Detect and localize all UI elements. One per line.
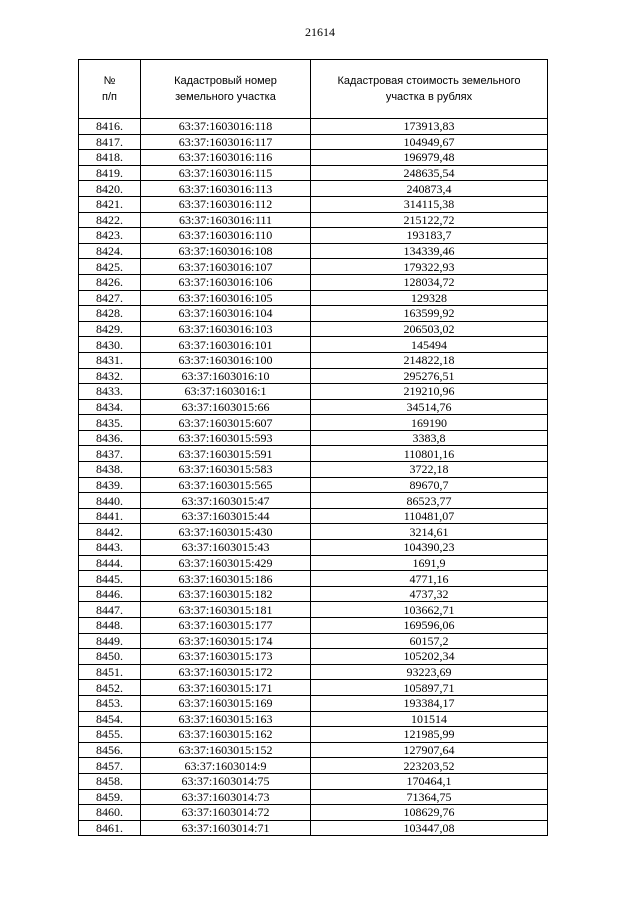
row-number-cell: 8455. (79, 727, 141, 743)
cadastral-number-cell: 63:37:1603016:118 (141, 119, 311, 135)
cadastral-number-cell: 63:37:1603016:107 (141, 259, 311, 275)
row-number-cell: 8422. (79, 212, 141, 228)
table-row (79, 586, 548, 602)
cadastral-value-cell: 101514 (311, 711, 548, 727)
row-number-cell: 8423. (79, 228, 141, 244)
table-row (79, 259, 548, 275)
table-row (79, 430, 548, 446)
cadastral-value-cell: 170464,1 (311, 773, 548, 789)
cadastral-value-cell: 104949,67 (311, 134, 548, 150)
row-number-cell: 8434. (79, 399, 141, 415)
row-number-cell: 8449. (79, 633, 141, 649)
cadastral-number-cell: 63:37:1603016:10 (141, 368, 311, 384)
table-row (79, 321, 548, 337)
row-number-cell: 8447. (79, 602, 141, 618)
table-row (79, 711, 548, 727)
table-row (79, 384, 548, 400)
cadastral-value-cell: 193183,7 (311, 228, 548, 244)
row-number-cell: 8446. (79, 586, 141, 602)
table-row (79, 134, 548, 150)
row-number-cell: 8435. (79, 415, 141, 431)
cadastral-number-cell: 63:37:1603014:72 (141, 805, 311, 821)
cadastral-value-cell: 105897,71 (311, 680, 548, 696)
table-row (79, 337, 548, 353)
table-row (79, 789, 548, 805)
cadastral-value-cell: 129328 (311, 290, 548, 306)
cadastral-value-cell: 108629,76 (311, 805, 548, 821)
cadastral-number-cell: 63:37:1603015:186 (141, 571, 311, 587)
cadastral-number-cell: 63:37:1603015:182 (141, 586, 311, 602)
cadastral-value-cell: 193384,17 (311, 695, 548, 711)
cadastral-value-cell: 173913,83 (311, 119, 548, 135)
cadastral-value-cell: 169596,06 (311, 618, 548, 634)
cadastral-value-cell: 103662,71 (311, 602, 548, 618)
cadastral-number-cell: 63:37:1603016:110 (141, 228, 311, 244)
cadastral-number-cell: 63:37:1603015:171 (141, 680, 311, 696)
table-row (79, 368, 548, 384)
cadastral-value-cell: 163599,92 (311, 306, 548, 322)
table-row (79, 773, 548, 789)
cadastral-number-cell: 63:37:1603016:106 (141, 274, 311, 290)
cadastral-number-cell: 63:37:1603016:116 (141, 150, 311, 166)
table-row (79, 524, 548, 540)
cadastral-number-cell: 63:37:1603015:174 (141, 633, 311, 649)
row-number-cell: 8436. (79, 430, 141, 446)
cadastral-value-cell: 214822,18 (311, 352, 548, 368)
cadastral-value-cell: 179322,93 (311, 259, 548, 275)
row-number-cell: 8429. (79, 321, 141, 337)
row-number-cell: 8427. (79, 290, 141, 306)
cadastral-number-cell: 63:37:1603016:103 (141, 321, 311, 337)
row-number-cell: 8460. (79, 805, 141, 821)
table-row (79, 680, 548, 696)
cadastral-number-cell: 63:37:1603016:113 (141, 181, 311, 197)
row-number-cell: 8430. (79, 337, 141, 353)
page-number: 21614 (305, 25, 335, 39)
header-cadastral-value: Кадастровая стоимость земельного участка в рублях (311, 60, 548, 119)
header-cadastral-number: Кадастровый номер земельного участка (141, 60, 311, 119)
table-row (79, 415, 548, 431)
cadastral-number-cell: 63:37:1603015:162 (141, 727, 311, 743)
cadastral-number-cell: 63:37:1603014:9 (141, 758, 311, 774)
cadastral-value-cell: 3214,61 (311, 524, 548, 540)
cadastral-number-cell: 63:37:1603015:607 (141, 415, 311, 431)
cadastral-value-cell: 314115,38 (311, 196, 548, 212)
row-number-cell: 8442. (79, 524, 141, 540)
row-number-cell: 8428. (79, 306, 141, 322)
cadastral-number-cell: 63:37:1603015:163 (141, 711, 311, 727)
cadastral-number-cell: 63:37:1603015:43 (141, 540, 311, 556)
row-number-cell: 8432. (79, 368, 141, 384)
row-number-cell: 8440. (79, 493, 141, 509)
row-number-cell: 8443. (79, 540, 141, 556)
table-row (79, 228, 548, 244)
row-number-cell: 8425. (79, 259, 141, 275)
table-row (79, 805, 548, 821)
cadastral-number-cell: 63:37:1603016:112 (141, 196, 311, 212)
table-row (79, 664, 548, 680)
table-row (79, 196, 548, 212)
cadastral-number-cell: 63:37:1603015:172 (141, 664, 311, 680)
row-number-cell: 8419. (79, 165, 141, 181)
cadastral-number-cell: 63:37:1603016:115 (141, 165, 311, 181)
table-row (79, 274, 548, 290)
row-number-cell: 8461. (79, 820, 141, 836)
table-row (79, 508, 548, 524)
table-row (79, 150, 548, 166)
cadastral-value-cell: 206503,02 (311, 321, 548, 337)
cadastral-value-cell: 219210,96 (311, 384, 548, 400)
cadastral-value-cell: 110801,16 (311, 446, 548, 462)
table-row (79, 727, 548, 743)
cadastral-number-cell: 63:37:1603015:177 (141, 618, 311, 634)
cadastral-value-cell: 3722,18 (311, 462, 548, 478)
cadastral-value-table (78, 59, 548, 836)
cadastral-value-cell: 4737,32 (311, 586, 548, 602)
cadastral-value-cell: 103447,08 (311, 820, 548, 836)
row-number-cell: 8420. (79, 181, 141, 197)
cadastral-value-cell: 86523,77 (311, 493, 548, 509)
cadastral-number-cell: 63:37:1603015:169 (141, 695, 311, 711)
cadastral-value-cell: 34514,76 (311, 399, 548, 415)
cadastral-number-cell: 63:37:1603016:1 (141, 384, 311, 400)
cadastral-value-cell: 89670,7 (311, 477, 548, 493)
cadastral-number-cell: 63:37:1603015:173 (141, 649, 311, 665)
cadastral-number-cell: 63:37:1603016:108 (141, 243, 311, 259)
cadastral-value-cell: 105202,34 (311, 649, 548, 665)
cadastral-value-cell: 4771,16 (311, 571, 548, 587)
cadastral-number-cell: 63:37:1603016:105 (141, 290, 311, 306)
row-number-cell: 8448. (79, 618, 141, 634)
cadastral-value-cell: 240873,4 (311, 181, 548, 197)
row-number-cell: 8437. (79, 446, 141, 462)
row-number-cell: 8457. (79, 758, 141, 774)
cadastral-value-cell: 3383,8 (311, 430, 548, 446)
row-number-cell: 8417. (79, 134, 141, 150)
table-row (79, 446, 548, 462)
cadastral-value-cell: 196979,48 (311, 150, 548, 166)
row-number-cell: 8451. (79, 664, 141, 680)
table-row (79, 695, 548, 711)
cadastral-number-cell: 63:37:1603016:117 (141, 134, 311, 150)
table-header (79, 60, 548, 119)
cadastral-number-cell: 63:37:1603015:66 (141, 399, 311, 415)
table-row (79, 165, 548, 181)
cadastral-value-cell: 223203,52 (311, 758, 548, 774)
table-row (79, 758, 548, 774)
row-number-cell: 8439. (79, 477, 141, 493)
row-number-cell: 8445. (79, 571, 141, 587)
table-row (79, 212, 548, 228)
cadastral-number-cell: 63:37:1603015:44 (141, 508, 311, 524)
cadastral-value-cell: 248635,54 (311, 165, 548, 181)
row-number-cell: 8459. (79, 789, 141, 805)
row-number-cell: 8426. (79, 274, 141, 290)
cadastral-value-cell: 128034,72 (311, 274, 548, 290)
cadastral-value-cell: 134339,46 (311, 243, 548, 259)
cadastral-number-cell: 63:37:1603014:71 (141, 820, 311, 836)
cadastral-number-cell: 63:37:1603015:430 (141, 524, 311, 540)
table-body (79, 119, 548, 836)
cadastral-number-cell: 63:37:1603015:181 (141, 602, 311, 618)
cadastral-number-cell: 63:37:1603016:111 (141, 212, 311, 228)
cadastral-value-cell: 121985,99 (311, 727, 548, 743)
cadastral-number-cell: 63:37:1603015:152 (141, 742, 311, 758)
table-row (79, 555, 548, 571)
cadastral-number-cell: 63:37:1603015:429 (141, 555, 311, 571)
table-row (79, 540, 548, 556)
table-row (79, 633, 548, 649)
row-number-cell: 8458. (79, 773, 141, 789)
table-row (79, 649, 548, 665)
cadastral-value-cell: 145494 (311, 337, 548, 353)
header-num: № п/п (79, 60, 141, 119)
table-row (79, 742, 548, 758)
row-number-cell: 8418. (79, 150, 141, 166)
cadastral-value-cell: 71364,75 (311, 789, 548, 805)
cadastral-number-cell: 63:37:1603016:101 (141, 337, 311, 353)
row-number-cell: 8454. (79, 711, 141, 727)
cadastral-value-cell: 110481,07 (311, 508, 548, 524)
cadastral-number-cell: 63:37:1603015:583 (141, 462, 311, 478)
table-row (79, 181, 548, 197)
table-row (79, 352, 548, 368)
row-number-cell: 8453. (79, 695, 141, 711)
cadastral-number-cell: 63:37:1603015:591 (141, 446, 311, 462)
table-row (79, 243, 548, 259)
row-number-cell: 8452. (79, 680, 141, 696)
cadastral-number-cell: 63:37:1603014:75 (141, 773, 311, 789)
cadastral-value-cell: 1691,9 (311, 555, 548, 571)
table-row (79, 493, 548, 509)
table-row (79, 602, 548, 618)
row-number-cell: 8421. (79, 196, 141, 212)
cadastral-value-cell: 295276,51 (311, 368, 548, 384)
cadastral-number-cell: 63:37:1603015:47 (141, 493, 311, 509)
table-row (79, 820, 548, 836)
row-number-cell: 8441. (79, 508, 141, 524)
row-number-cell: 8433. (79, 384, 141, 400)
cadastral-number-cell: 63:37:1603015:593 (141, 430, 311, 446)
row-number-cell: 8416. (79, 119, 141, 135)
row-number-cell: 8438. (79, 462, 141, 478)
table-row (79, 462, 548, 478)
row-number-cell: 8456. (79, 742, 141, 758)
row-number-cell: 8424. (79, 243, 141, 259)
cadastral-value-cell: 93223,69 (311, 664, 548, 680)
row-number-cell: 8450. (79, 649, 141, 665)
header-row (79, 60, 548, 119)
row-number-cell: 8431. (79, 352, 141, 368)
cadastral-value-cell: 104390,23 (311, 540, 548, 556)
cadastral-number-cell: 63:37:1603016:104 (141, 306, 311, 322)
row-number-cell: 8444. (79, 555, 141, 571)
table-row (79, 119, 548, 135)
table-row (79, 306, 548, 322)
cadastral-value-cell: 60157,2 (311, 633, 548, 649)
table-row (79, 399, 548, 415)
table-row (79, 290, 548, 306)
cadastral-number-cell: 63:37:1603014:73 (141, 789, 311, 805)
cadastral-number-cell: 63:37:1603015:565 (141, 477, 311, 493)
table-row (79, 477, 548, 493)
cadastral-value-cell: 127907,64 (311, 742, 548, 758)
table-row (79, 571, 548, 587)
cadastral-value-cell: 169190 (311, 415, 548, 431)
cadastral-value-cell: 215122,72 (311, 212, 548, 228)
table-row (79, 618, 548, 634)
cadastral-number-cell: 63:37:1603016:100 (141, 352, 311, 368)
